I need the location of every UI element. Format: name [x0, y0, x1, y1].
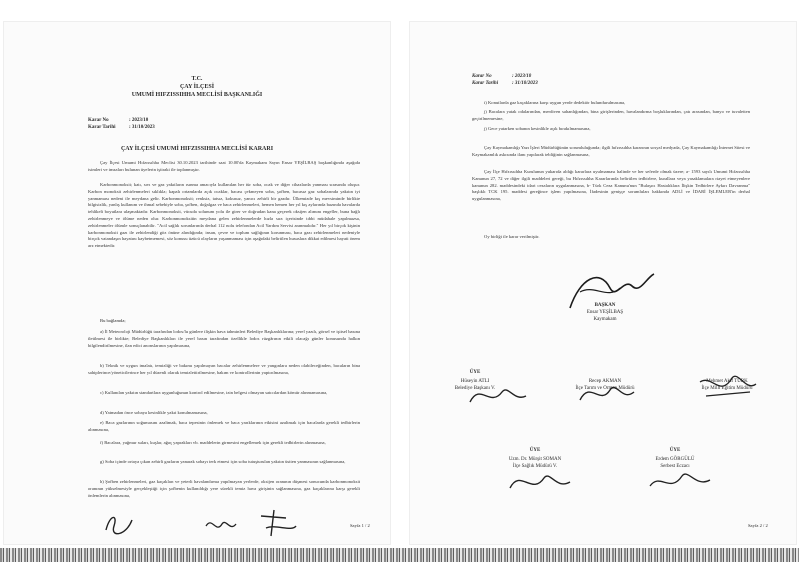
- page-number: Sayfa 2 / 2: [748, 523, 768, 528]
- bu-baglamda-label: Bu bağlamda;: [100, 318, 126, 323]
- member-signatures-bottom: [96, 506, 376, 540]
- member-4-title: İlçe Sağlık Müdürü V.: [512, 464, 558, 469]
- intro-paragraph: Çay İlçesi Umumi Hıfzıssıhha Meclisi 30.10.2023 tarihinde saat 10.00'da Kaymakam Sayın Ensar YEŞİLBAŞ başkanlığında aşağıda isimleri ve imzaları bulunan üyelerin iştiraki ile toplanmıştır.: [88, 160, 360, 172]
- header-council: UMUMİ HIFZISSIHHA MECLİSİ BAŞKANLIĞI: [131, 92, 263, 98]
- president-title: Kaymakam: [593, 317, 617, 322]
- item-a: a) İl Meteoroloji Müdürlüğü tarafından lodos/lu günlere ilişkin hava tahminleri Belediye Başkanlıklarına; yerel yazılı, görsel ve işitsel basına iletilmesi ile birlikte; Belediye Başkanlıkları ile yerel basın tarafından özellikle lodos rüzgârının etkili olacağı günler konusunda halkın bilgilendirilmesine, ilan edici anonslarının yapılmasına,: [88, 329, 360, 348]
- karar-no-value: : 2023/10: [512, 74, 532, 79]
- unanimous-statement: Oy birliği ile karar verilmiştir.: [484, 234, 540, 239]
- member-1-label: ÜYE: [469, 370, 481, 375]
- president-label: BAŞKAN: [594, 303, 616, 308]
- member-1-name: Hüseyin ATLI: [460, 379, 490, 384]
- karar-tarihi-label: Karar Tarihi: [472, 81, 499, 86]
- president-signature: [550, 248, 670, 328]
- header-tc: T.C.: [191, 76, 203, 82]
- item-b: b) Teknik ve uygun imalatı, temizliği ve bakımı yapılmayan bacalar zehirlenmelere ve yangınlara neden olabileceğinden, bacaların bina sahiplerince/yöneticilerince her yıl düzenli olarak temizlettirilmesine, bakım ve kontrollerinin yaptırılmasına,: [88, 363, 360, 375]
- item-e: e) Baca gazlarının soğumasını azaltmak, baca tepesinin önlemek ve baca yarıklarının etkisini azaltmak için bacalarda gerekli tedbirlerin alınmasına,: [88, 420, 360, 432]
- item-i: i) Konutlarda gaz kaçaklarına karşı uygun yerde dedektör bulundurulmasına,: [484, 100, 626, 105]
- scan-edge-bar: [0, 548, 799, 562]
- announcement-paragraph: Çay Kaymakamlığı Yazı İşleri Müdürlüğünün sorumluluğunda; ilgili hıfzıssıhha kararının sosyal medyada, Çay Kaymakamlığı İnternet Sitesi ve Kaymakamlık askısında ilanı yapılarak tebliğinin sağlanmasına,: [472, 145, 751, 157]
- document-page-1: [4, 22, 390, 544]
- item-h: h) Şofben zehirlenmeleri, gaz kaçakları ve yeterli havalandırma yapılmayan yerlerde, oksijen oranının düşmesi sonucunda karbonmonoksit oranının yükselmesiyle gerçekleştiği için şofbenin kullanıldığı yere sürekli temiz hava girişinin sağlanmasına, gaz kaçaklarına karşı gerekli önlemlerin alınmasına,: [88, 479, 360, 498]
- member-3-title: İlçe Milli Eğitim Müdürü: [701, 386, 753, 391]
- item-k: j) Gece yatarken sobanın kesinlikle açık bırakılmamasına,: [484, 126, 591, 131]
- item-c: c) Kullanılan yakıtın standartlara uygunluğunun kontrol edilmesine, izin belgesi olmayan satıcılardan kömür alınmamasına,: [100, 390, 328, 395]
- karar-no-value: : 2023/10: [129, 118, 149, 123]
- member-2-title: İlçe Tarım ve Orman Müdürü: [575, 386, 635, 391]
- item-d: d) Yatmadan önce sobaya kesinlikle yakıt konulmamasına,: [100, 410, 208, 415]
- item-f: f) Bacalara, yağmur suları, kuşlar, ağaç yaprakları vb. maddelerin girmesini engellemek için gerekli tedbirlerin alınmasına,: [100, 440, 326, 445]
- president-name: Ensar YEŞİLBAŞ: [586, 310, 624, 315]
- body-paragraph: Karbonmonoksit; katı, sıvı ve gaz yakıtların ısınma amacıyla kullanılan her tür soba, ocak ve diğer cihazlarda yanması sırasında oluşur. Karbon monoksit zehirlenmeleri sıklıkla; kapalı ortamlarda açık ocaklar, bacası çekmeyen soba, şofben, bacasız gaz sobalarında yakıtın iyi yanmaması nedeni ile meydana gelir. Karbonmonoksit; renksiz, tatsız, kokusuz, yanıcı zehirli bir gazdır. Ülkemizde kış mevsiminde birlikte bilgisizlik, yanlış kullanım ve ihmal sebebiyle soba, şofben, doğalgaz ve baca zehirlenmeleri, hemen hemen her yıl kış aylarında bazında havalarda tehlikeli boyutlara ulaşmaktadır. Karbonmonoksit, vücuda solunum yolu ile girer ve doğrudan kana geçerek oksijen alımını engeller, buna bağlı zehirlenmeye ve ölüme neden olur. Karbonmonoksitin meydana gelen zehirlenmelerde hızla sıra içerisinde tıbbi müdahale yapılmazsa, zehirlenmeler ölümle sonuçlanabilir. "Acil sağlık sorunlarında derhal 112 nolu telefondan Acil Yardım Servisi aranmalıdır." Her yıl birçok kişinin karbonmonoksit gazı ile zehirlendiği göz önüne alındığında; insan, çevre ve toplum sağlığının korunması, baca gazı zehirlenmeleri nedeniyle birçok vatandaşın hayatını kaybetmemesi, söz konusu üzücü olayların yaşanmaması için aşağıdaki belirtilen hususlara dikkat edilmesi hayati önem arz etmektedir.: [88, 182, 360, 249]
- karar-tarihi-value: : 31/10/2023: [512, 81, 538, 86]
- header-district: ÇAY İLÇESİ: [179, 84, 215, 90]
- karar-tarihi-label: Karar Tarihi: [88, 125, 116, 130]
- karar-tarihi-value: : 31/10/2023: [129, 125, 155, 130]
- karar-no-label: Karar No: [88, 118, 109, 123]
- member-2-name: Recep AKMAN: [588, 379, 622, 384]
- member-5-name: Erdem GÖRGÜLÜ: [655, 457, 695, 462]
- penalty-paragraph: Çay İlçe Hıfzıssıhha Kurulunun yukarıda aldığı kararlara uyulmaması halinde ve her seferde olmak üzere; a- 1593 sayılı Umumi Hıfzıssıhha Kanunun 27, 72 ve diğer ilgili maddeleri gereği, bu Hıfzıssıhha Kararlarında belirtilen tedbirlere, kurallara veya yasaklamalara riayet etmeyenlere kanunun 282. maddesindeki idari cezaların uygulanmasına, b- Türk Ceza Kanunu'nun "Bulaşıcı Hastalıklara İlişkin Tedbirlere Aykırı Davranma" başlıklı TCK 195. maddesi gereğince işlem yapılmasına, İfadesinin genişçe sorumluları hakkında ADLİ ve İDARİ İŞLEMLER'in derhal uygulanmasına,: [472, 169, 750, 202]
- member-5-title: Serbest Eczacı: [660, 464, 690, 469]
- member-3-name: Mehmet Akif TÜRK: [706, 379, 748, 384]
- decision-title: ÇAY İLÇESİ UMUMİ HIFZISSIHHA MECLİSİ KARARI: [120, 146, 274, 152]
- member-1-title: Belediye Başkanı V.: [454, 386, 496, 391]
- item-j: j) Bacalara yatak odalarından, merdiven sahanlığından, bina girişlerinden, havalandırma boşluklarından, çatı arasından, banyo ve tuvaletten geçirilmemesine,: [472, 109, 750, 121]
- document-page-2: [410, 22, 796, 544]
- page-number: Sayfa 1 / 2: [350, 523, 370, 528]
- item-g: g) Soba içinde ortaya çıkan zehirli gazların yanarak sobayı terk etmesi için soba tutuşturulan yakıtın üstten yanmasının sağlanmasına,: [100, 459, 346, 464]
- karar-no-label: Karar No: [472, 74, 492, 79]
- member-4-name: Uzm. Dr. Mürşit SOMAN: [508, 457, 562, 462]
- member-5-label: ÜYE: [669, 448, 681, 453]
- member-4-label: ÜYE: [529, 448, 541, 453]
